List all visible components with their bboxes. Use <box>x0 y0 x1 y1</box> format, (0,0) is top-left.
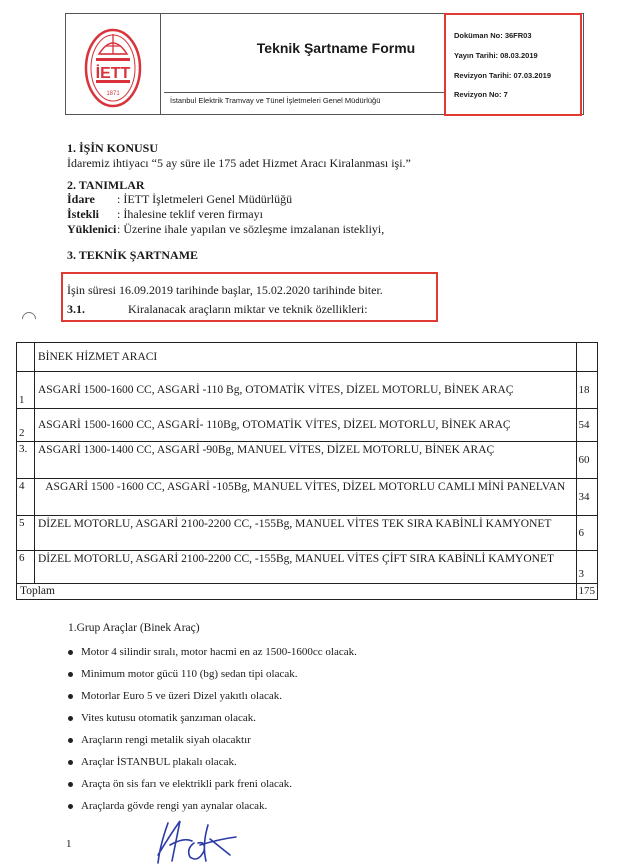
definition-item <box>67 207 263 222</box>
vehicle-table <box>16 342 598 600</box>
table-row <box>17 372 598 409</box>
row-quantity: 60 <box>576 442 598 479</box>
bullet-icon <box>68 804 73 809</box>
row-number: 4 <box>17 479 35 516</box>
row-number: 1 <box>17 372 35 409</box>
bullet-icon <box>68 738 73 743</box>
bullet-icon <box>68 650 73 655</box>
subsection-text: Kiralanacak araçların miktar ve teknik özellikleri: <box>128 302 368 316</box>
doc-no: Doküman No: 36FR03 <box>454 31 532 40</box>
duration-text: İşin süresi 16.09.2019 tarihinde başlar, 15.02.2020 tarihinde biter. <box>67 283 383 297</box>
row-description: ASGARİ 1300-1400 CC, ASGARİ -90Bg, MANUEL VİTES, DİZEL MOTORLU, BİNEK ARAÇ <box>35 442 577 479</box>
list-item: Minimum motor gücü 110 (bg) sedan tipi olacak. <box>68 668 298 680</box>
punch-hole-mark <box>19 309 39 329</box>
definition-term: İstekli <box>67 207 100 221</box>
definition-item <box>67 192 292 207</box>
table-cell <box>17 343 35 372</box>
section3-heading: 3. TEKNİK ŞARTNAME <box>67 248 199 262</box>
total-label: Toplam <box>17 584 577 600</box>
list-item: Araçlarda gövde rengi yan aynalar olacak. <box>68 800 267 812</box>
logo-cell <box>66 14 161 114</box>
definition-term: İdare <box>67 192 95 206</box>
iett-logo <box>66 14 160 114</box>
row-number: 3. <box>17 442 35 479</box>
row-quantity: 3 <box>576 551 598 584</box>
section1-text: İdaremiz ihtiyacı “5 ay süre ile 175 adet Hizmet Aracı Kiralanması işi.” <box>67 156 411 170</box>
row-description: ASGARİ 1500-1600 CC, ASGARİ- 110Bg, OTOMATİK VİTES, DİZEL MOTORLU, BİNEK ARAÇ <box>35 409 577 442</box>
definition-value: : Üzerine ihale yapılan ve sözleşme imzalanan istekliyi, <box>117 222 385 236</box>
form-title: Teknik Şartname Formu <box>256 40 416 56</box>
row-description: ASGARİ 1500-1600 CC, ASGARİ -110 Bg, OTOMATİK VİTES, DİZEL MOTORLU, BİNEK ARAÇ <box>35 372 577 409</box>
definition-term: Yüklenici <box>67 222 117 236</box>
row-quantity: 54 <box>576 409 598 442</box>
revision-no: Revizyon No: 7 <box>454 90 508 99</box>
total-value: 175 <box>576 584 598 600</box>
definition-item <box>67 222 384 237</box>
row-quantity: 34 <box>576 479 598 516</box>
table-row <box>17 409 598 442</box>
row-description: DİZEL MOTORLU, ASGARİ 2100-2200 CC, -155Bg, MANUEL VİTES ÇİFT SIRA KABİNLİ KAMYONET <box>35 551 577 584</box>
bullet-icon <box>68 782 73 787</box>
list-item: Araçlar İSTANBUL plakalı olacak. <box>68 756 237 768</box>
bullet-icon <box>68 672 73 677</box>
definition-value: : İhalesine teklif veren firmayı <box>117 207 263 221</box>
row-number: 2 <box>17 409 35 442</box>
publish-date: Yayın Tarihi: 08.03.2019 <box>454 51 538 60</box>
organization-name: İstanbul Elektrik Tramvay ve Tünel İşletmeleri Genel Müdürlüğü <box>170 96 381 105</box>
table-row <box>17 442 598 479</box>
row-quantity: 18 <box>576 372 598 409</box>
page-number: 1 <box>66 838 72 850</box>
signature <box>150 815 245 867</box>
row-quantity: 6 <box>576 516 598 551</box>
definition-value: : İETT İşletmeleri Genel Müdürlüğü <box>117 192 293 206</box>
table-row <box>17 479 598 516</box>
section1-heading: 1. İŞİN KONUSU <box>67 141 159 155</box>
logo-year: 1871 <box>106 91 120 97</box>
row-number: 5 <box>17 516 35 551</box>
table-total-row <box>17 584 598 600</box>
bullet-icon <box>68 760 73 765</box>
subsection-number: 3.1. <box>67 302 85 316</box>
table-cell <box>576 343 598 372</box>
row-number: 6 <box>17 551 35 584</box>
logo-text: İETT <box>95 65 131 82</box>
list-item: Motorlar Euro 5 ve üzeri Dizel yakıtlı olacak. <box>68 690 282 702</box>
list-item: Araçta ön sis farı ve elektrikli park freni olacak. <box>68 778 292 790</box>
revision-date: Revizyon Tarihi: 07.03.2019 <box>454 71 551 80</box>
bullet-icon <box>68 716 73 721</box>
row-description: ASGARİ 1500 -1600 CC, ASGARİ -105Bg, MANUEL VİTES, DİZEL MOTORLU CAMLI MİNİ PANELVAN <box>35 479 577 516</box>
table-header: BİNEK HİZMET ARACI <box>35 343 577 372</box>
list-item: Vites kutusu otomatik şanzıman olacak. <box>68 712 256 724</box>
row-description: DİZEL MOTORLU, ASGARİ 2100-2200 CC, -155Bg, MANUEL VİTES TEK SIRA KABİNLİ KAMYONET <box>35 516 577 551</box>
table-row <box>17 516 598 551</box>
bullet-icon <box>68 694 73 699</box>
table-row <box>17 551 598 584</box>
list-item: Araçların rengi metalik siyah olacaktır <box>68 734 251 746</box>
section2-heading: 2. TANIMLAR <box>67 178 145 192</box>
list-item: Motor 4 silindir sıralı, motor hacmi en az 1500-1600cc olacak. <box>68 646 357 658</box>
table-header-row <box>17 343 598 372</box>
group-title: 1.Grup Araçlar (Binek Araç) <box>68 622 200 634</box>
document-meta-box <box>444 13 582 116</box>
